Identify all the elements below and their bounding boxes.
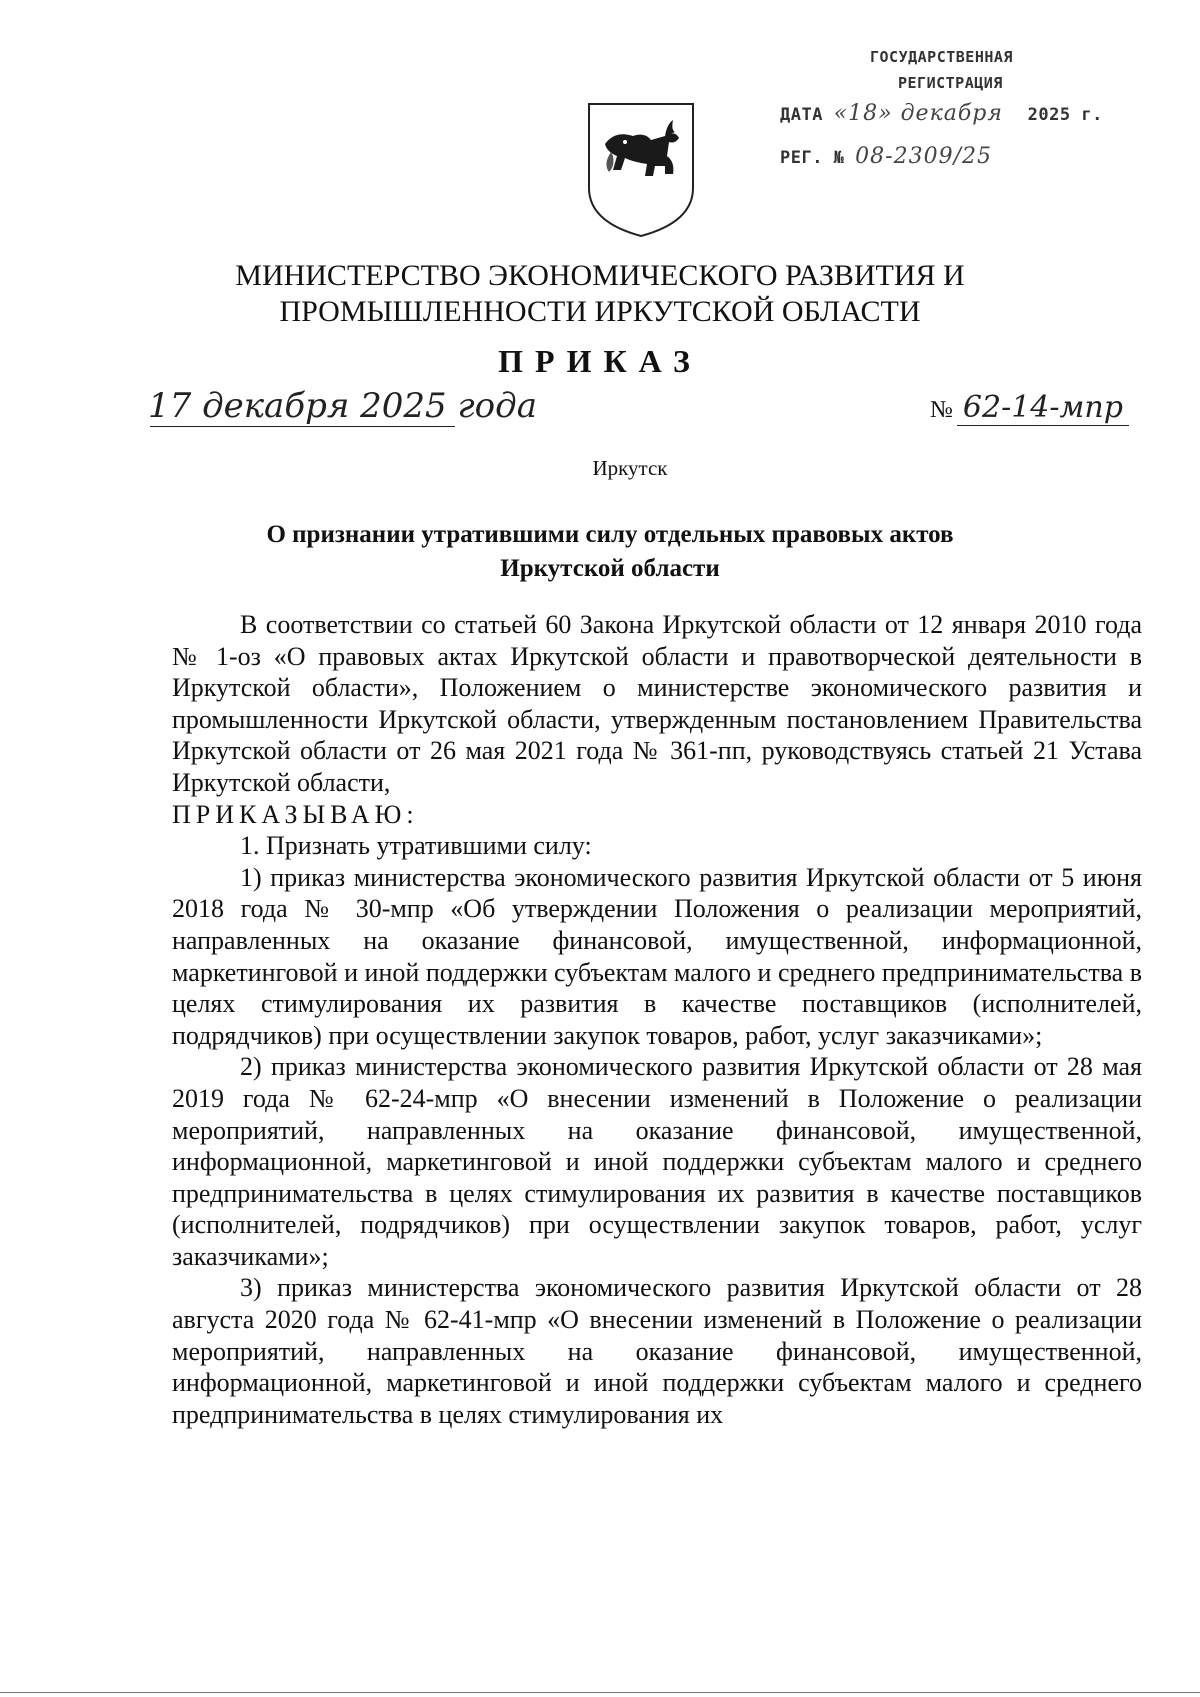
document-subject — [0, 518, 1200, 586]
subitem-3: 3) приказ министерства экономического развития Иркутской области от 28 августа 2020 года № 62-41-мпр «О внесении изменений в Положение о реализации мероприятий, направленных на оказание финансовой, имущественной, информационной, маркетинговой и иной поддержки субъектам малого и среднего предпринимательства в целях стимулирования их — [172, 1273, 1142, 1429]
stamp-date-label: ДАТА — [780, 105, 823, 125]
subject-line-2: Иркутской области — [500, 555, 720, 582]
order-date: 17 декабря 2025 года — [148, 386, 537, 426]
decree-word: ПРИКАЗЫВАЮ: — [172, 799, 419, 829]
stamp-subtitle: РЕГИСТРАЦИЯ — [898, 74, 1003, 92]
page-bottom-edge — [0, 1692, 1200, 1693]
item-1: 1. Признать утратившими силу: — [240, 831, 592, 861]
stamp-title: ГОСУДАРСТВЕННАЯ — [870, 48, 1013, 66]
ministry-name — [0, 258, 1200, 330]
order-number — [930, 390, 1129, 425]
stamp-reg-value: 08-2309/25 — [855, 144, 992, 169]
document-title: ПРИКАЗ — [498, 343, 702, 379]
subitem-2: 2) приказ министерства экономического развития Иркутской области от 28 мая 2019 года № 62-24-мпр «О внесении изменений в Положение о реализации мероприятий, направленных на оказание финансовой, имущественной, информационной, маркетинговой и иной поддержки субъектам малого и среднего предпринимательства в целях стимулирования их развития в качестве поставщиков (исполнителей, подрядчиков) при осуществлении закупок товаров, работ, услуг заказчиками»; — [172, 1052, 1142, 1271]
document-body — [172, 609, 1142, 1430]
subitem-1: 1) приказ министерства экономического развития Иркутской области от 5 июня 2018 года № 30-мпр «Об утверждении Положения о реализации мероприятий, направленных на оказание финансовой, имущественной, информационной, маркетинговой и иной поддержки субъектам малого и среднего предпринимательства в целях стимулирования их развития в качестве поставщиков (исполнителей, подрядчиков) при осуществлении закупок товаров, работ, услуг заказчиками»; — [172, 862, 1142, 1050]
ministry-line-1: МИНИСТЕРСТВО ЭКОНОМИЧЕСКОГО РАЗВИТИЯ И — [235, 259, 965, 292]
stamp-reg-row — [780, 144, 992, 169]
date-underline — [150, 426, 455, 427]
city-name: Иркутск — [592, 456, 668, 480]
ministry-line-2: ПРОМЫШЛЕННОСТИ ИРКУТСКОЙ ОБЛАСТИ — [279, 295, 921, 328]
irkutsk-coat-of-arms-icon — [585, 100, 697, 240]
number-label: № — [930, 397, 953, 423]
number-value: 62-14-мпр — [957, 390, 1129, 426]
subject-line-1: О признании утратившими силу отдельных правовых актов — [266, 521, 954, 548]
stamp-date-value: «18» декабря — [833, 101, 1003, 126]
stamp-reg-label: РЕГ. № — [780, 148, 845, 168]
stamp-date-row — [780, 101, 1103, 126]
preamble-paragraph: В соответствии со статьей 60 Закона Иркутской области от 12 января 2010 года № 1-оз «О правовых актах Иркутской области и правотворческой деятельности в Иркутской области», Положением о министерстве экономического развития и промышленности Иркутской области, утвержденным постановлением Правительства Иркутской области от 26 мая 2021 года № 361-пп, руководствуясь статьей 21 Устава Иркутской области, — [172, 610, 1142, 797]
stamp-year: 2025 г. — [1027, 105, 1103, 125]
